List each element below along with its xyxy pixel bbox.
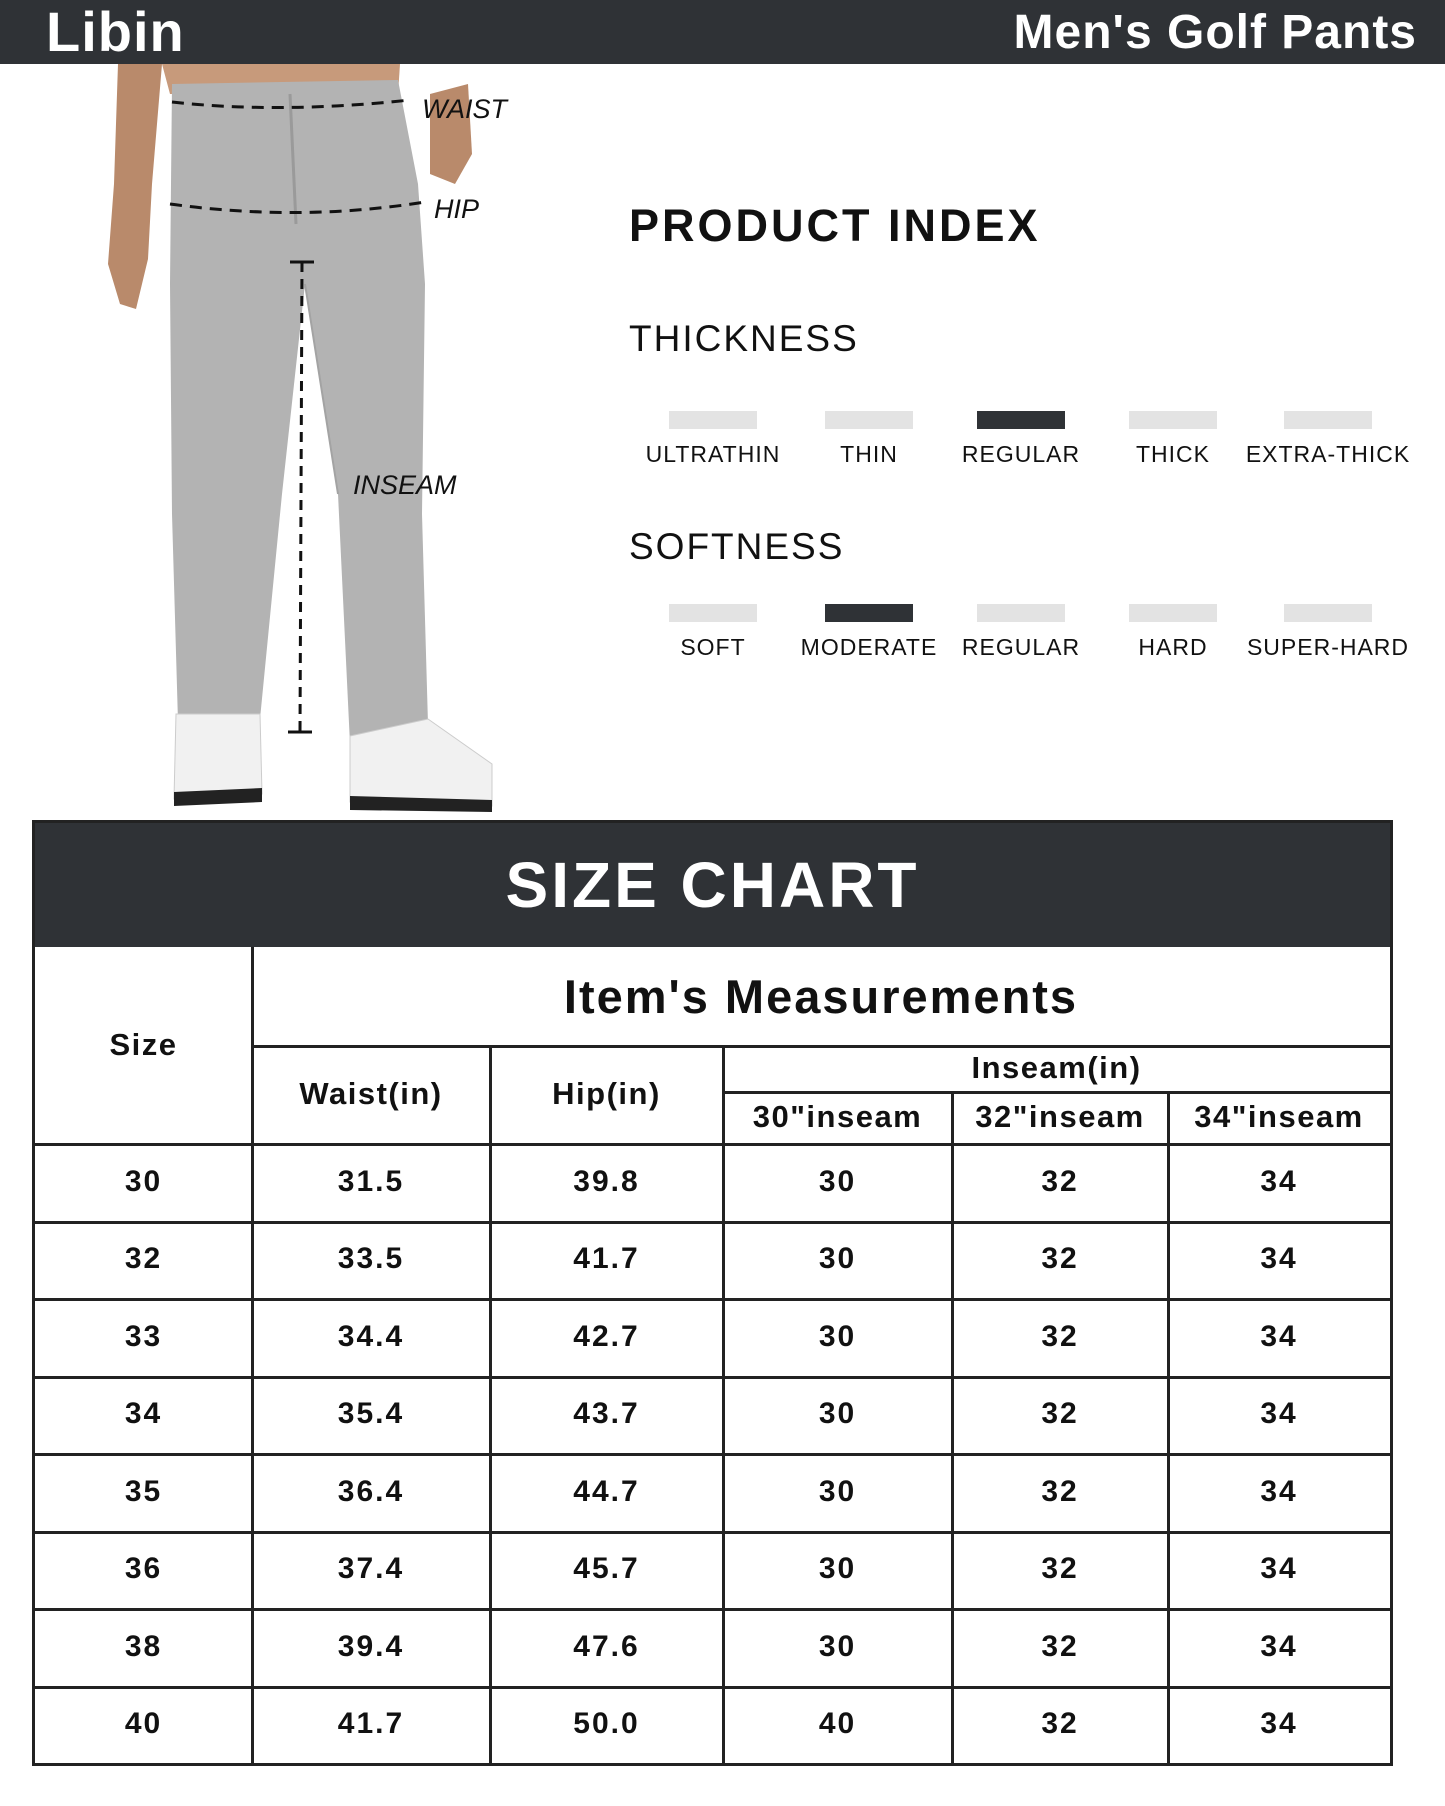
table-cell: 40 — [818, 1707, 857, 1741]
thickness-option — [1083, 411, 1263, 481]
inseam-subheader: 34"inseam — [1194, 1099, 1364, 1134]
softness-level-bar — [825, 604, 913, 622]
table-cell: 34 — [1260, 1242, 1298, 1276]
table-cell: 36 — [124, 1552, 163, 1586]
thickness-option-label: ULTRATHIN — [645, 441, 781, 467]
softness-option-label: SUPER-HARD — [1246, 634, 1410, 660]
table-cell: 34 — [124, 1397, 163, 1431]
table-cell: 32 — [1041, 1242, 1079, 1276]
pants-illustration — [100, 64, 530, 814]
table-cell: 43.7 — [573, 1397, 640, 1431]
table-cell: 33 — [124, 1319, 163, 1353]
inseam-group-header: Inseam(in) — [971, 1050, 1142, 1085]
inseam-label: INSEAM — [353, 470, 457, 500]
table-cell: 34 — [1260, 1397, 1298, 1431]
brand-logo: Libin — [46, 0, 185, 63]
table-cell: 42.7 — [573, 1319, 640, 1353]
table-cell: 30 — [818, 1242, 857, 1276]
size-chart-title: SIZE CHART — [35, 823, 1390, 947]
table-cell: 44.7 — [573, 1474, 640, 1508]
table-cell: 45.7 — [573, 1552, 640, 1586]
thickness-level-bar — [1129, 411, 1217, 429]
thickness-option — [1238, 411, 1418, 481]
inseam-subheader: 30"inseam — [752, 1099, 923, 1134]
size-column-header: Size — [109, 1027, 178, 1062]
table-cell: 41.7 — [573, 1242, 640, 1276]
thickness-level-bar — [825, 411, 913, 429]
softness-level-bar — [1129, 604, 1217, 622]
softness-option-label: SOFT — [680, 634, 746, 660]
softness-option-label: REGULAR — [961, 634, 1081, 660]
table-cell: 32 — [1041, 1707, 1079, 1741]
product-title: Men's Golf Pants — [1013, 6, 1417, 59]
pants-figure — [100, 64, 530, 814]
table-cell: 50.0 — [573, 1707, 640, 1741]
table-cell: 30 — [124, 1164, 163, 1198]
table-cell: 34 — [1260, 1474, 1298, 1508]
table-cell: 34 — [1260, 1552, 1298, 1586]
hip-column-header: Hip(in) — [552, 1076, 661, 1111]
table-cell: 40 — [124, 1707, 163, 1741]
thickness-scale — [640, 411, 1420, 481]
table-cell: 34 — [1260, 1707, 1298, 1741]
table-cell: 34 — [1260, 1164, 1298, 1198]
softness-option — [1238, 604, 1418, 674]
table-cell: 34 — [1260, 1319, 1298, 1353]
table-cell: 30 — [818, 1319, 857, 1353]
table-cell: 32 — [1041, 1474, 1079, 1508]
table-cell: 30 — [818, 1552, 857, 1586]
table-cell: 32 — [1041, 1629, 1079, 1663]
table-cell: 37.4 — [337, 1552, 405, 1586]
header-bar — [0, 0, 1445, 64]
table-cell: 35 — [124, 1474, 163, 1508]
softness-option — [1083, 604, 1263, 674]
thickness-level-bar — [669, 411, 757, 429]
waist-column-header: Waist(in) — [299, 1076, 443, 1111]
softness-level-bar — [1284, 604, 1372, 622]
softness-level-bar — [669, 604, 757, 622]
table-cell: 32 — [1041, 1319, 1079, 1353]
table-cell: 34 — [1260, 1629, 1298, 1663]
softness-option — [623, 604, 803, 674]
thickness-option-label: THICK — [1136, 441, 1210, 467]
thickness-option — [623, 411, 803, 481]
softness-option-label: MODERATE — [800, 634, 938, 660]
product-index-title: PRODUCT INDEX — [629, 200, 1041, 251]
table-cell: 30 — [818, 1397, 857, 1431]
thickness-title: THICKNESS — [629, 318, 859, 359]
table-cell: 38 — [124, 1629, 163, 1663]
measurements-group-header: Item's Measurements — [563, 969, 1079, 1023]
softness-title: SOFTNESS — [629, 526, 845, 567]
table-cell: 47.6 — [573, 1629, 640, 1663]
table-cell: 30 — [818, 1629, 857, 1663]
table-cell: 32 — [1041, 1397, 1079, 1431]
table-cell: 32 — [1041, 1164, 1079, 1198]
softness-option-label: HARD — [1138, 634, 1208, 660]
thickness-level-bar — [1284, 411, 1372, 429]
table-cell: 34.4 — [337, 1319, 405, 1353]
table-cell: 32 — [1041, 1552, 1079, 1586]
table-cell: 35.4 — [337, 1397, 405, 1431]
inseam-subheader: 32"inseam — [975, 1099, 1145, 1134]
softness-scale — [640, 604, 1420, 674]
hip-label: HIP — [434, 194, 480, 224]
thickness-level-bar — [977, 411, 1065, 429]
waist-label: WAIST — [422, 94, 508, 124]
size-chart-table — [32, 820, 1393, 1766]
table-cell: 32 — [124, 1242, 163, 1276]
table-cell: 36.4 — [337, 1474, 405, 1508]
thickness-option-label: EXTRA-THICK — [1245, 441, 1411, 467]
table-cell: 39.4 — [337, 1629, 405, 1663]
table-cell: 30 — [818, 1474, 857, 1508]
table-cell: 31.5 — [337, 1164, 405, 1198]
table-cell: 30 — [818, 1164, 857, 1198]
softness-level-bar — [977, 604, 1065, 622]
table-cell: 41.7 — [337, 1707, 405, 1741]
table-cell: 33.5 — [337, 1242, 405, 1276]
table-cell: 39.8 — [573, 1164, 640, 1198]
thickness-option-label: THIN — [840, 441, 898, 467]
thickness-option-label: REGULAR — [961, 441, 1081, 467]
